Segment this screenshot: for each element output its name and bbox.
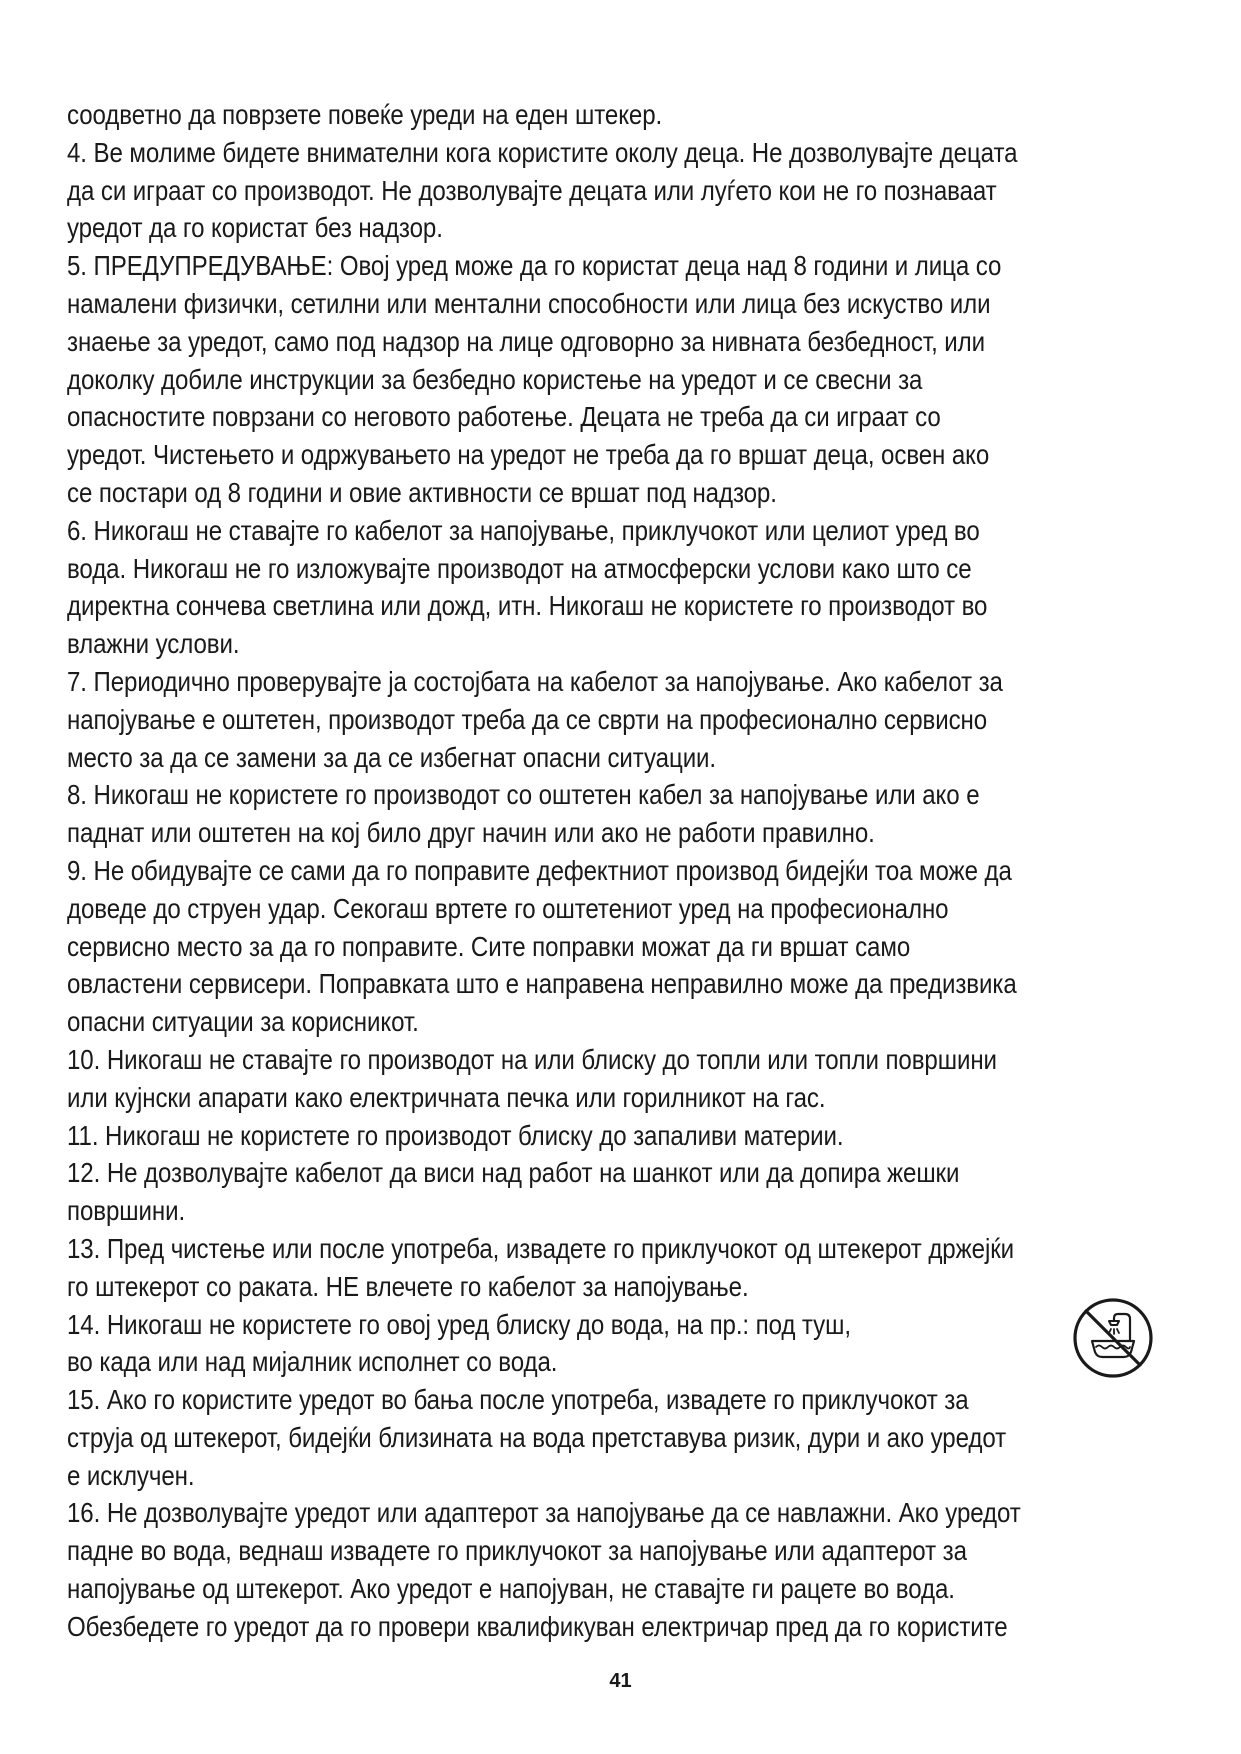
text-line: соодветно да поврзете повеќе уреди на еден штекер. [67, 99, 663, 130]
text-line: овластени сервисери. Поправката што е направена неправилно може да предизвика [67, 968, 1017, 1000]
text-line: напојување од штекерот. Ако уредот е напојуван, не ставајте ги рацете во вода. [67, 1573, 955, 1605]
text-line: 14. Никогаш не користете го овој уред блиску до вода, на пр.: под туш, [67, 1308, 851, 1340]
text-line: влажни услови. [67, 628, 240, 660]
text-line: доведе до струен удар. Секогаш вртете го оштетениот уред на професионално [67, 892, 949, 924]
text-line: Обезбедете го уредот да го провери квалификуван електричар пред да го користите [67, 1610, 1008, 1642]
text-line: опасностите поврзани со неговото работење. Децата не треба да си играат со [67, 401, 941, 433]
text-line: 12. Не дозволувајте кабелот да виси над работ на шанкот или да допира жешки [67, 1157, 960, 1189]
text-line: 11. Никогаш не користете го производот блиску до запаливи материи. [67, 1119, 844, 1151]
text-line: 5. ПРЕДУПРЕДУВАЊЕ: Овој уред може да го користат деца над 8 години и лица со [67, 250, 1002, 282]
text-line: или кујнски апарати како електричната печка или горилникот на гас. [67, 1081, 826, 1113]
text-line: во када или над мијалник исполнет со вода. [67, 1346, 558, 1378]
text-line: директна сончева светлина или дожд, итн. Никогаш не користете го производот во [67, 590, 988, 622]
text-line: е исклучен. [67, 1459, 195, 1491]
page-number: 41 [609, 1670, 632, 1692]
text-line: опасни ситуации за корисникот. [67, 1006, 419, 1038]
text-line: струја од штекерот, бидејќи близината на вода претставува ризик, дури и ако уредот [67, 1421, 1007, 1453]
text-line: 15. Ако го користите уредот во бања после употреба, извадете го приклучокот за [67, 1384, 969, 1416]
text-line: 6. Никогаш не ставајте го кабелот за напојување, приклучокот или целиот уред во [67, 514, 980, 546]
text-line: го штекерот со раката. НЕ влечете го кабелот за напојување. [67, 1270, 749, 1302]
text-line: уредот. Чистењето и одржувањето на уредот не треба да го вршат деца, освен ако [67, 439, 990, 471]
text-line: уредот да го користат без надзор. [67, 212, 443, 244]
no-water-bath-icon [1072, 1297, 1154, 1379]
text-line: се постари од 8 години и овие активности се вршат под надзор. [67, 476, 777, 508]
text-line: вода. Никогаш не го изложувајте производот на атмосферски услови како што се [67, 552, 972, 584]
text-line: 9. Не обидувајте се сами да го поправите дефектниот производ бидејќи тоа може да [67, 854, 1012, 886]
text-line: место за да се замени за да се избегнат опасни ситуации. [67, 741, 717, 773]
text-line: доколку добиле инструкции за безбедно користење на уредот и се свесни за [67, 363, 923, 395]
text-line: 8. Никогаш не користете го производот со оштетен кабел за напојување или ако е [67, 779, 980, 811]
text-line: површини. [67, 1195, 186, 1227]
text-line: напојување е оштетен, производот треба да се сврти на професионално сервисно [67, 703, 988, 735]
text-line: 16. Не дозволувајте уредот или адаптерот за напојување да се навлажни. Ако уредот [67, 1497, 1021, 1529]
document-body [67, 96, 1175, 1646]
text-line: 4. Ве молиме бидете внимателни кога користите околу деца. Не дозволувајте децата [67, 136, 1018, 168]
text-line: 10. Никогаш не ставајте го производот на или блиску до топли или топли површини [67, 1043, 997, 1075]
text-line: знаење за уредот, само под надзор на лице одговорно за нивната безбедност, или [67, 325, 985, 357]
text-line: падне во вода, веднаш извадете го приклучокот за напојување или адаптерот за [67, 1535, 967, 1567]
text-line: да си играат со производот. Не дозволувајте децата или луѓето кои не го познаваат [67, 174, 997, 206]
text-line: 13. Пред чистење или после употреба, извадете го приклучокот од штекерот држејќи [67, 1232, 1015, 1264]
text-line: паднат или оштетен на кој било друг начин или ако не работи правилно. [67, 817, 875, 849]
text-line: сервисно место за да го поправите. Сите поправки можат да ги вршат само [67, 930, 911, 962]
text-line: намалени физички, сетилни или ментални способности или лица без искуство или [67, 287, 991, 319]
text-line: 7. Периодично проверувајте ја состојбата на кабелот за напојување. Ако кабелот за [67, 665, 1003, 697]
